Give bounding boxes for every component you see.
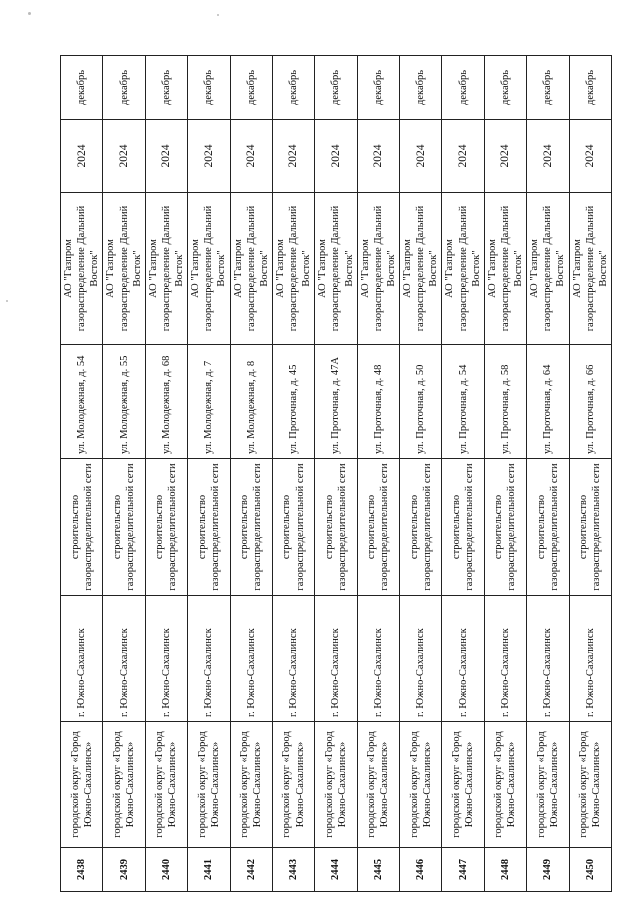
- table-row: [400, 56, 442, 892]
- work-type-cell: строительство газораспределительной сети: [145, 459, 187, 596]
- row-number: 2441: [188, 848, 230, 892]
- work-type-cell: строительство газораспределительной сети: [527, 459, 569, 596]
- municipality-cell: городской округ «Город Южно-Сахалинск»: [400, 722, 442, 848]
- organization-cell: АО "Газпром газораспределение Дальний Восток": [569, 193, 611, 345]
- city-cell: г. Южно-Сахалинск: [442, 596, 484, 722]
- row-number: 2444: [315, 848, 357, 892]
- month-cell: декабрь: [484, 56, 526, 120]
- municipality-cell: городской округ «Город Южно-Сахалинск»: [61, 722, 103, 848]
- work-type-cell: строительство газораспределительной сети: [61, 459, 103, 596]
- address-cell: ул. Молодежная, д. 55: [103, 345, 145, 459]
- municipality-cell: городской округ «Город Южно-Сахалинск»: [357, 722, 399, 848]
- organization-cell: АО "Газпром газораспределение Дальний Восток": [145, 193, 187, 345]
- row-number: 2439: [103, 848, 145, 892]
- table-row: [357, 56, 399, 892]
- work-type-cell: строительство газораспределительной сети: [400, 459, 442, 596]
- address-cell: ул. Молодежная, д. 54: [61, 345, 103, 459]
- year-cell: 2024: [188, 120, 230, 193]
- address-cell: ул. Проточная, д. 58: [484, 345, 526, 459]
- table-row: [188, 56, 230, 892]
- scan-speck: [6, 300, 8, 302]
- organization-cell: АО "Газпром газораспределение Дальний Восток": [484, 193, 526, 345]
- year-cell: 2024: [230, 120, 272, 193]
- table-row: [484, 56, 526, 892]
- municipality-cell: городской округ «Город Южно-Сахалинск»: [230, 722, 272, 848]
- row-number: 2443: [272, 848, 314, 892]
- year-cell: 2024: [527, 120, 569, 193]
- city-cell: г. Южно-Сахалинск: [400, 596, 442, 722]
- city-cell: г. Южно-Сахалинск: [357, 596, 399, 722]
- municipality-cell: городской округ «Город Южно-Сахалинск»: [484, 722, 526, 848]
- city-cell: г. Южно-Сахалинск: [230, 596, 272, 722]
- year-cell: 2024: [357, 120, 399, 193]
- address-cell: ул. Проточная, д. 48: [357, 345, 399, 459]
- year-cell: 2024: [569, 120, 611, 193]
- month-cell: декабрь: [400, 56, 442, 120]
- month-cell: декабрь: [230, 56, 272, 120]
- year-cell: 2024: [484, 120, 526, 193]
- year-cell: 2024: [442, 120, 484, 193]
- month-cell: декабрь: [61, 56, 103, 120]
- work-type-cell: строительство газораспределительной сети: [315, 459, 357, 596]
- month-cell: декабрь: [357, 56, 399, 120]
- row-number: 2447: [442, 848, 484, 892]
- address-cell: ул. Проточная, д. 50: [400, 345, 442, 459]
- month-cell: декабрь: [442, 56, 484, 120]
- city-cell: г. Южно-Сахалинск: [145, 596, 187, 722]
- year-cell: 2024: [400, 120, 442, 193]
- row-number: 2445: [357, 848, 399, 892]
- organization-cell: АО "Газпром газораспределение Дальний Восток": [442, 193, 484, 345]
- organization-cell: АО "Газпром газораспределение Дальний Восток": [357, 193, 399, 345]
- table-row: [527, 56, 569, 892]
- year-cell: 2024: [103, 120, 145, 193]
- municipality-cell: городской округ «Город Южно-Сахалинск»: [569, 722, 611, 848]
- year-cell: 2024: [315, 120, 357, 193]
- organization-cell: АО "Газпром газораспределение Дальний Восток": [188, 193, 230, 345]
- city-cell: г. Южно-Сахалинск: [527, 596, 569, 722]
- table-row: [230, 56, 272, 892]
- row-number: 2438: [61, 848, 103, 892]
- address-cell: ул. Молодежная, д. 68: [145, 345, 187, 459]
- city-cell: г. Южно-Сахалинск: [188, 596, 230, 722]
- address-cell: ул. Молодежная, д. 7: [188, 345, 230, 459]
- year-cell: 2024: [272, 120, 314, 193]
- city-cell: г. Южно-Сахалинск: [484, 596, 526, 722]
- year-cell: 2024: [61, 120, 103, 193]
- municipality-cell: городской округ «Город Южно-Сахалинск»: [315, 722, 357, 848]
- table-row: [569, 56, 611, 892]
- work-type-cell: строительство газораспределительной сети: [103, 459, 145, 596]
- municipality-cell: городской округ «Город Южно-Сахалинск»: [442, 722, 484, 848]
- municipality-cell: городской округ «Город Южно-Сахалинск»: [272, 722, 314, 848]
- address-cell: ул. Молодежная, д. 8: [230, 345, 272, 459]
- year-cell: 2024: [145, 120, 187, 193]
- month-cell: декабрь: [569, 56, 611, 120]
- organization-cell: АО "Газпром газораспределение Дальний Восток": [272, 193, 314, 345]
- month-cell: декабрь: [315, 56, 357, 120]
- municipality-cell: городской округ «Город Южно-Сахалинск»: [145, 722, 187, 848]
- address-cell: ул. Проточная, д. 45: [272, 345, 314, 459]
- row-number: 2450: [569, 848, 611, 892]
- month-cell: декабрь: [188, 56, 230, 120]
- row-number: 2440: [145, 848, 187, 892]
- municipality-cell: городской округ «Город Южно-Сахалинск»: [527, 722, 569, 848]
- address-cell: ул. Проточная, д. 66: [569, 345, 611, 459]
- month-cell: декабрь: [103, 56, 145, 120]
- municipality-cell: городской округ «Город Южно-Сахалинск»: [188, 722, 230, 848]
- city-cell: г. Южно-Сахалинск: [103, 596, 145, 722]
- work-type-cell: строительство газораспределительной сети: [188, 459, 230, 596]
- work-type-cell: строительство газораспределительной сети: [357, 459, 399, 596]
- table-row: [272, 56, 314, 892]
- gasification-schedule-table: [60, 55, 612, 892]
- city-cell: г. Южно-Сахалинск: [569, 596, 611, 722]
- organization-cell: АО "Газпром газораспределение Дальний Восток": [103, 193, 145, 345]
- work-type-cell: строительство газораспределительной сети: [484, 459, 526, 596]
- organization-cell: АО "Газпром газораспределение Дальний Восток": [527, 193, 569, 345]
- scan-speck: [217, 14, 219, 16]
- scan-speck: [28, 12, 31, 15]
- month-cell: декабрь: [145, 56, 187, 120]
- table-body: [61, 56, 612, 892]
- table-row: [442, 56, 484, 892]
- work-type-cell: строительство газораспределительной сети: [272, 459, 314, 596]
- municipality-cell: городской округ «Город Южно-Сахалинск»: [103, 722, 145, 848]
- work-type-cell: строительство газораспределительной сети: [442, 459, 484, 596]
- row-number: 2449: [527, 848, 569, 892]
- work-type-cell: строительство газораспределительной сети: [230, 459, 272, 596]
- row-number: 2442: [230, 848, 272, 892]
- rotated-page: [60, 56, 609, 892]
- address-cell: ул. Проточная, д. 47А: [315, 345, 357, 459]
- organization-cell: АО "Газпром газораспределение Дальний Восток": [61, 193, 103, 345]
- address-cell: ул. Проточная, д. 64: [527, 345, 569, 459]
- month-cell: декабрь: [527, 56, 569, 120]
- address-cell: ул. Проточная, д. 54: [442, 345, 484, 459]
- row-number: 2446: [400, 848, 442, 892]
- month-cell: декабрь: [272, 56, 314, 120]
- city-cell: г. Южно-Сахалинск: [61, 596, 103, 722]
- table-row: [61, 56, 103, 892]
- work-type-cell: строительство газораспределительной сети: [569, 459, 611, 596]
- city-cell: г. Южно-Сахалинск: [315, 596, 357, 722]
- organization-cell: АО "Газпром газораспределение Дальний Восток": [315, 193, 357, 345]
- city-cell: г. Южно-Сахалинск: [272, 596, 314, 722]
- table-row: [315, 56, 357, 892]
- row-number: 2448: [484, 848, 526, 892]
- organization-cell: АО "Газпром газораспределение Дальний Восток": [400, 193, 442, 345]
- organization-cell: АО "Газпром газораспределение Дальний Восток": [230, 193, 272, 345]
- table-row: [103, 56, 145, 892]
- table-row: [145, 56, 187, 892]
